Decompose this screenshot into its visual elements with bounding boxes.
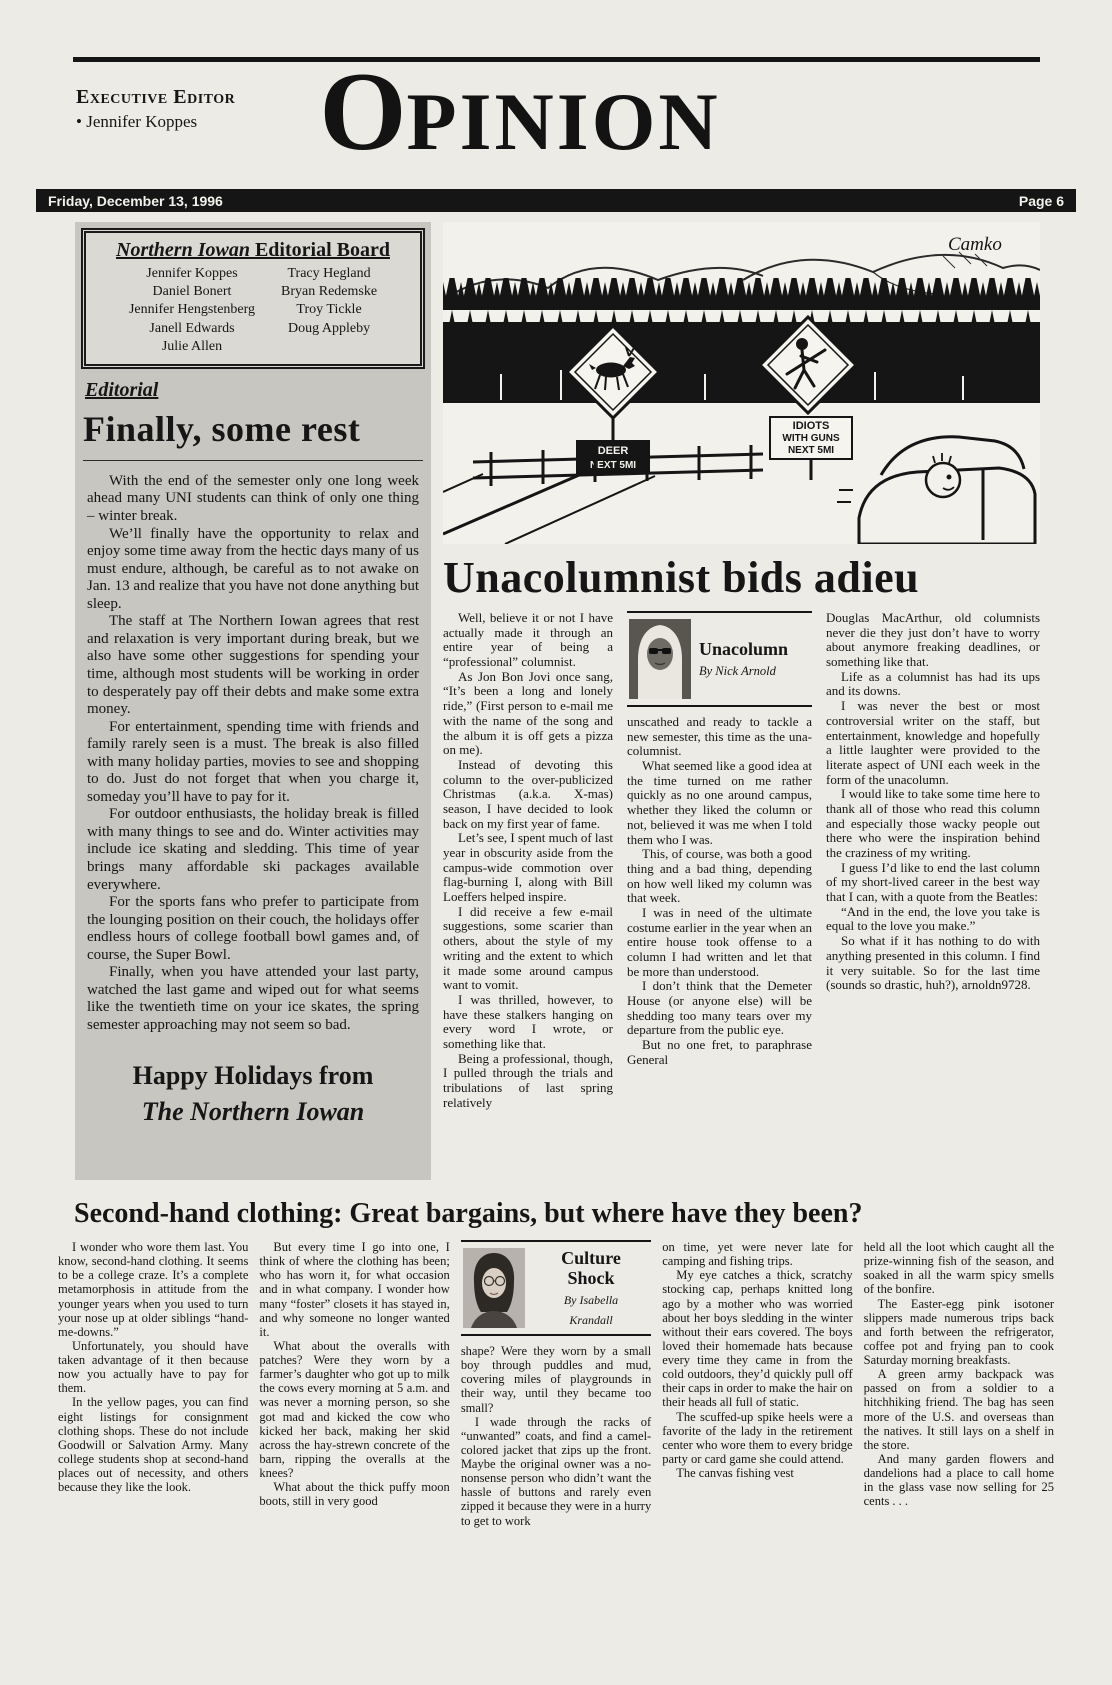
cartoon-signature: Camko — [948, 234, 1002, 255]
board-member-name: Jennifer Hengstenberg — [128, 302, 256, 318]
column-title: Unacolumn — [699, 639, 789, 660]
happy-holidays-line2: The Northern Iowan — [141, 1096, 365, 1126]
culture-shock-byline-box — [461, 1240, 651, 1336]
editorial-kicker: Editorial — [85, 378, 159, 401]
paragraph: I don’t think that the Demeter House (or anyone else) will be shedding too many tears over my departure from the public eye. — [627, 978, 812, 1038]
board-members-col1 — [129, 265, 255, 356]
board-member-name: Janell Edwards — [149, 320, 235, 336]
columnist-photo-isabella-krandall — [463, 1248, 525, 1328]
editorial-headline: Finally, some rest — [83, 408, 423, 461]
clothing-column-4 — [662, 1240, 852, 1528]
paragraph: I wonder who wore them last. You know, second-hand clothing. It seems to be a college craze. It’s a complete metamorphosis in attitude from the younger years when you used to turn your nose up at older siblings “hand-me-downs.” — [58, 1240, 249, 1339]
culture-shock-byline-text — [533, 1249, 649, 1327]
executive-editor-block — [76, 86, 235, 132]
paragraph: Being a professional, though, I pulled through the trials and tribulations of last spring relatively — [443, 1050, 613, 1110]
paragraph: I was thrilled, however, to have these stalkers hanging on every word I wrote, or something like that. — [443, 991, 613, 1051]
opinion-title-rest: PINION — [406, 76, 721, 167]
paragraph: unscathed and ready to tackle a new semester, this time as the una-columnist. — [627, 714, 812, 759]
paragraph: As Jon Bon Jovi once sang, “It’s been a long and lonely ride,” (First person to e-mail me with the name of the song and the album it is off gets a pizza on me). — [443, 668, 613, 758]
paragraph: The scuffed-up spike heels were a favorite of the lady in the retirement center who wore them to every bridge party or card game she could attend. — [662, 1409, 853, 1466]
editorial-board-title-rest: Editorial Board — [249, 239, 390, 261]
paragraph: So what if it has nothing to do with anything presented in this column. I find it very suitable. So for the last time (sounds so drastic, huh?), arnoldn9728. — [826, 933, 1040, 993]
idiots-sign-text: WITH GUNS — [782, 433, 840, 444]
clothing-article-body — [58, 1240, 1054, 1528]
clothing-column-5 — [864, 1240, 1054, 1528]
happy-holidays-line1: Happy Holidays from — [132, 1061, 374, 1091]
editorial-board-members — [90, 265, 416, 356]
paragraph: For outdoor enthusiasts, the holiday break is filled with many things to see and do. Winter activities may include ice skating and sledding. This time of year brings many affordable ski packages available everywhere. — [87, 806, 419, 893]
paragraph: What seemed like a good idea at the time turned on me rather quickly as no one around campus, whether they liked the column or not, believed it was me when I told them who I was. — [627, 758, 812, 847]
clothing-column-2 — [259, 1240, 449, 1528]
columnist-photo-nick-arnold — [629, 619, 691, 699]
board-member-name: Jennifer Koppes — [146, 266, 238, 281]
article-column-2-text — [627, 715, 812, 1068]
editorial-board-title — [90, 239, 416, 262]
article-column-3 — [826, 611, 1040, 1110]
paragraph: My eye catches a thick, scratchy stocking cap, perhaps knitted long ago by a mother who was worried about her boys sledding in the winter without their ears covered. The boys loved their homemade hats because every time they came in from the cold outdoors, they’d quickly pull off their caps in order to make the hair on their heads all full of static. — [662, 1268, 853, 1410]
unacolumn-article-body — [443, 611, 1040, 1110]
paragraph: Let’s see, I spent much of last year in obscurity aside from the campus-wide commotion over flag-burning I, along with Bill Loeffers helped inspire. — [443, 830, 613, 905]
paragraph: Finally, when you have attended your last party, watched the last game and wiped out for what seems like the twentieth time on your ice skates, the spring semester approaching may not seem so bad. — [87, 964, 419, 1033]
clothing-column-3-text — [461, 1344, 651, 1528]
paragraph: I was in need of the ultimate costume earlier in the year when an entire house took offense to a column I had written and let that be more than understood. — [627, 904, 812, 979]
column-author-line2: Krandall — [569, 1312, 613, 1327]
clothing-column-3 — [461, 1240, 651, 1528]
paragraph: “And in the end, the love you take is equal to the love you make.” — [826, 903, 1040, 934]
paragraph: We’ll finally have the opportunity to relax and enjoy some time away from the hectic days many of us must endure, although, be careful as to not awake on Jan. 13 and realize that you have not done anything but sleep. — [87, 525, 419, 612]
article-column-2 — [627, 611, 812, 1110]
clothing-column-1 — [58, 1240, 248, 1528]
forest-band — [443, 322, 1040, 402]
editorial-board-box — [81, 228, 425, 369]
article-column-1 — [443, 611, 613, 1110]
unacolumn-byline-box — [627, 611, 812, 707]
unacolumn-byline-text — [699, 640, 788, 678]
idiots-sign-text: NEXT 5MI — [787, 445, 835, 456]
paragraph: The canvas fishing vest — [676, 1466, 794, 1480]
paragraph: Unfortunately, you should have taken advantage of it then because now you actually have to pay for them. — [58, 1338, 249, 1396]
paragraph: I guess I’d like to end the last column of my short-lived career in the best way that I can, with a quote from the Beatles: — [826, 859, 1040, 905]
paragraph: For entertainment, spending time with friends and family rarely seen is a must. The break is also filled with many holiday parties, movies to see and shopping to do. Just do not forget that when you charge it, someday you’ll have to pay for it. — [87, 718, 419, 805]
executive-editor-label: Executive Editor — [76, 86, 236, 108]
date-bar — [36, 189, 1076, 212]
paragraph: Well, believe it or not I have actually made it through an entire year of being a “professional” columnist. — [443, 610, 613, 670]
paragraph: held all the loot which caught all the prize-winning fish of the season, and soaked in all the warm spicy smells of the bonfire. — [863, 1240, 1055, 1297]
paragraph: A green army backpack was passed on from a soldier to a hitchhiking friend. The bag has seen more of the U.S. and overseas than the natives. It still lays on a shelf in the store. — [863, 1367, 1055, 1452]
column-author-line1: By Isabella — [563, 1293, 619, 1308]
paragraph: With the end of the semester only one long week ahead many UNI students can think of only one thing – winter break. — [87, 472, 419, 525]
column-title-line1: Culture — [561, 1247, 621, 1268]
opinion-section-title — [300, 50, 740, 174]
paragraph: I would like to take some time here to thank all of those who read this column and especially those wacky people out there who were the inspiration behind the craziness of my writing. — [826, 786, 1040, 860]
paragraph: What about the overalls with patches? Were they worn by a farmer’s daughter who got up to milk the cows every morning at 5 a.m. and was never a morning person, so she got mad and kicked the cow who kicked her back, making her skid across the hay-strewn concrete of the barn, ripping the overalls at the knees? — [259, 1338, 450, 1480]
page-number: Page 6 — [1018, 192, 1064, 209]
deer-sign-text: DEER — [597, 445, 629, 457]
cartoon-image — [443, 222, 1040, 544]
paragraph: I wade through the racks of “unwanted” coats, and find a camel-colored jacket that zips up the front. Maybe the original owner was a no-nonsense person who didn’t want the hassle of buttons and rarely even zipped it because they were in a hurry to get to work — [460, 1414, 652, 1528]
forest-treetops — [443, 278, 1040, 322]
column-title-line2: Shock — [567, 1267, 615, 1288]
paragraph: I did receive a few e-mail suggestions, some scarier than others, about the style of my writing and the extent to which it made some around campus want to vomit. — [443, 903, 613, 993]
paragraph: And many garden flowers and dandelions had a place to call home in the glass vase now selling for 25 cents . . . — [863, 1451, 1055, 1509]
paragraph: Instead of devoting this column to the over-publicized Christmas (a.k.a. X-mas) season, I have decided to look back on my first year of fame. — [443, 756, 613, 831]
paragraph: The Easter-egg pink isotoner slippers made numerous trips back and forth between the refrigerator, coffee pot and frying pan to cook Saturday morning breakfasts. — [863, 1296, 1055, 1367]
board-member-name: Tracy Hegland — [287, 266, 371, 281]
deer-sign-text: NEXT 5MI — [589, 460, 637, 471]
editorial-column — [75, 222, 431, 1180]
paragraph: This, of course, was both a good thing and a bad thing, depending on how well liked my column was that week. — [627, 846, 812, 906]
paragraph: What about the thick puffy moon boots, still in very good — [259, 1480, 450, 1509]
article-headline-unacolumnist: Unacolumnist bids adieu — [443, 553, 920, 602]
paragraph: For the sports fans who prefer to participate from the lounging position on their couch, the holidays offer endless hours of college football bowl games and, of course, the Super Bowl. — [87, 894, 419, 963]
paragraph: Life as a columnist has had its ups and its downs. — [826, 668, 1040, 699]
driver-head — [926, 463, 960, 497]
editorial-board-title-paper-name: Northern Iowan — [116, 239, 250, 261]
board-member-name: Doug Appleby — [288, 320, 371, 336]
paragraph: Douglas MacArthur, old columnists never die they just don’t have to worry about anymore freaking deadlines, or something like that. — [826, 610, 1040, 670]
opinion-title-initial: O — [319, 50, 407, 174]
article-headline-secondhand-clothing: Second-hand clothing: Great bargains, but where have they been? — [74, 1198, 863, 1229]
paragraph: But no one fret, to paraphrase General — [627, 1037, 812, 1067]
column-author: By Nick Arnold — [699, 663, 776, 678]
paragraph: In the yellow pages, you can find eight listings for consignment clothing shops. These do not include Goodwill or Salvation Army. Many college students shop at second-hand places out of necessity, and others because they like the look. — [58, 1395, 249, 1495]
board-members-col2 — [281, 265, 377, 356]
paragraph: on time, yet were never late for camping and fishing trips. — [662, 1240, 853, 1269]
board-member-name: Troy Tickle — [296, 302, 362, 318]
board-member-name: Daniel Bonert — [152, 284, 232, 300]
issue-date: Friday, December 13, 1996 — [48, 192, 223, 209]
idiots-sign-text: IDIOTS — [792, 420, 830, 432]
executive-editor-name: • Jennifer Koppes — [76, 112, 198, 131]
board-member-name: Julie Allen — [161, 338, 223, 354]
editorial-cartoon — [443, 222, 1040, 544]
happy-holidays-message — [81, 1058, 425, 1128]
paragraph: I was never the best or most controversial writer on the staff, but entertainment, knowledge and hopefully a little laughter were provided to the literate aspect of UNI each week in the form of the unacolumn. — [826, 698, 1040, 787]
opinion-main-column — [443, 222, 1040, 1110]
secondhand-clothing-article — [58, 1198, 1054, 1528]
paragraph: But every time I go into one, I think of where the clothing has been; who has worn it, for what occasion and in what company. I wonder how many “foster” closets it has stayed in, and why someone no longer wanted it. — [259, 1240, 450, 1339]
editorial-body — [87, 473, 419, 1035]
paragraph: shape? Were they worn by a small boy through puddles and mud, covering miles of playgrounds in their way, until they became too small? — [460, 1344, 652, 1415]
board-member-name: Bryan Redemske — [281, 284, 378, 300]
paragraph: The staff at The Northern Iowan agrees that rest and relaxation is very important during break, but we also have some other suggestions for spending your time, although most students will be working in order to desperately pay off their debts and make some extra money. — [87, 613, 419, 718]
